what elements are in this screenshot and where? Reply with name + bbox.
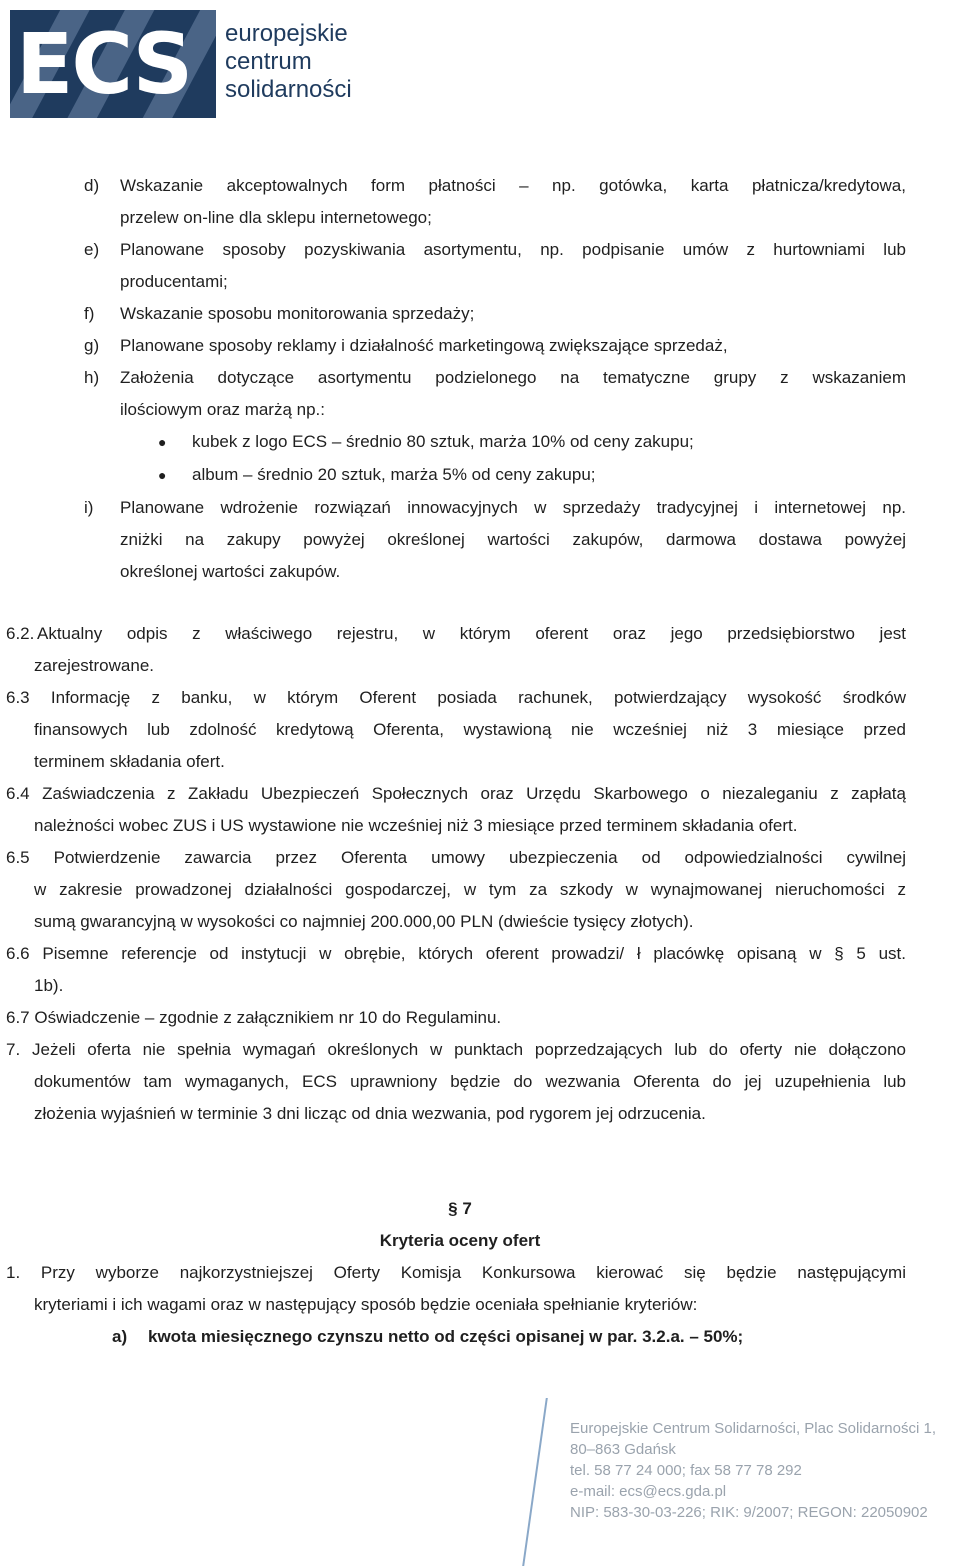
- list-item-e-line-2: producentami;: [120, 272, 228, 291]
- list-item-i-line-2: zniżki na zakupy powyżej określonej wartości zakupów, darmowa dostawa powyżej: [120, 530, 906, 549]
- criteria-a-label: a): [112, 1327, 128, 1346]
- list-item-e-line-1: Planowane sposoby pozyskiwania asortymentu, np. podpisanie umów z hurtowniami lub: [120, 240, 906, 259]
- paragraph-7-line-1: 7. Jeżeli oferta nie spełnia wymagań określonych w punktach poprzedzających lub do oferty nie dołączono: [6, 1040, 906, 1059]
- paragraph-6-5-line-2: w zakresie prowadzonej działalności gospodarczej, w tym za szkody w wynajmowanej nieruchomości z: [34, 880, 906, 899]
- footer-email: e-mail: ecs@ecs.gda.pl: [570, 1483, 727, 1500]
- footer-address: Europejskie Centrum Solidarności, Plac Solidarności 1,: [570, 1420, 937, 1437]
- bullet-item-2: album – średnio 20 sztuk, marża 5% od ceny zakupu;: [192, 465, 596, 484]
- paragraph-7-line-3: złożenia wyjaśnień w terminie 3 dni licząc od dnia wezwania, pod rygorem jej odrzucenia.: [34, 1104, 706, 1123]
- paragraph-6-4-line-2: należności wobec ZUS i US wystawione nie wcześniej niż 3 miesiące przed terminem składania ofert.: [34, 816, 798, 835]
- section-symbol: § 7: [448, 1199, 472, 1218]
- paragraph-6-6-line-2: 1b).: [34, 976, 64, 995]
- criteria-a-text: kwota miesięcznego czynszu netto od części opisanej w par. 3.2.a. – 50%;: [148, 1327, 744, 1346]
- logo-letters: ECS: [16, 15, 192, 113]
- list-item-d-line-2: przelew on-line dla sklepu internetowego;: [120, 208, 432, 227]
- paragraph-6-5-line-1: 6.5 Potwierdzenie zawarcia przez Oferenta umowy ubezpieczenia od odpowiedzialności cywilnej: [6, 848, 906, 867]
- logo-mark: [10, 10, 216, 118]
- list-item-f: Wskazanie sposobu monitorowania sprzedaży;: [120, 304, 475, 323]
- footer-divider: [522, 1398, 548, 1566]
- criteria-intro-line-2: kryteriami i ich wagami oraz w następujący sposób będzie oceniała spełnianie kryteriów:: [34, 1295, 698, 1314]
- logo-text-line-1: europejskie: [225, 20, 348, 47]
- list-item-g: Planowane sposoby reklamy i działalność marketingową zwiększające sprzedaż,: [120, 336, 728, 355]
- paragraph-6-3-line-3: terminem składania ofert.: [34, 752, 225, 771]
- criteria-intro-line-1: 1. Przy wyborze najkorzystniejszej Oferty Komisja Konkursowa kierować się będzie następującymi: [6, 1263, 906, 1282]
- logo-text: [225, 20, 352, 104]
- paragraph-6-6-line-1: 6.6 Pisemne referencje od instytucji w obrębie, których oferent prowadzi/ ł placówkę opisaną w § 5 ust.: [6, 944, 906, 963]
- list-label-g: g): [84, 336, 100, 355]
- list-label-h: h): [84, 368, 100, 387]
- footer-registry: NIP: 583-30-03-226; RIK: 9/2007; REGON: 22050902: [570, 1504, 928, 1521]
- footer-contact: [570, 1418, 936, 1523]
- list-label-i: i): [84, 498, 94, 517]
- paragraph-7-line-2: dokumentów tam wymaganych, ECS uprawniony będzie do wezwania Oferenta do jej uzupełnienia lub: [34, 1072, 906, 1091]
- paragraph-6-7: 6.7 Oświadczenie – zgodnie z załącznikiem nr 10 do Regulaminu.: [6, 1008, 502, 1027]
- list-label-f: f): [84, 304, 95, 323]
- paragraph-6-5-line-3: sumą gwarancyjną w wysokości co najmniej 200.000,00 PLN (dwieście tysięcy złotych).: [34, 912, 694, 931]
- list-label-e: e): [84, 240, 100, 259]
- paragraph-6-4-line-1: 6.4 Zaświadczenia z Zakładu Ubezpieczeń Społecznych oraz Urzędu Skarbowego o niezaleganiu z zapłatą: [6, 784, 906, 803]
- logo-text-line-2: centrum: [225, 48, 312, 75]
- footer-city: 80–863 Gdańsk: [570, 1441, 676, 1458]
- paragraph-6-2-line-2: zarejestrowane.: [34, 656, 155, 675]
- list-item-h-line-2: ilościowym oraz marżą np.:: [120, 400, 326, 419]
- paragraph-6-3-line-1: 6.3 Informację z banku, w którym Oferent posiada rachunek, potwierdzający wysokość środków: [6, 688, 906, 707]
- logo-text-line-3: solidarności: [225, 76, 352, 103]
- bullet-icon: ●: [158, 467, 167, 483]
- bullet-icon: ●: [158, 434, 167, 450]
- bullet-item-1: kubek z logo ECS – średnio 80 sztuk, marża 10% od ceny zakupu;: [192, 432, 694, 451]
- list-item-i-line-1: Planowane wdrożenie rozwiązań innowacyjnych w sprzedaży tradycyjnej i internetowej np.: [120, 498, 906, 517]
- section-title: Kryteria oceny ofert: [379, 1231, 541, 1250]
- list-item-d-line-1: Wskazanie akceptowalnych form płatności – np. gotówka, karta płatnicza/kredytowa,: [120, 176, 906, 195]
- list-item-i-line-3: określonej wartości zakupów.: [120, 562, 341, 581]
- list-label-d: d): [84, 176, 100, 195]
- paragraph-6-2-number: 6.2.: [6, 624, 35, 643]
- list-item-h-line-1: Założenia dotyczące asortymentu podzielonego na tematyczne grupy z wskazaniem: [120, 368, 906, 387]
- footer-phone: tel. 58 77 24 000; fax 58 77 78 292: [570, 1462, 802, 1479]
- paragraph-6-2-line-1: Aktualny odpis z właściwego rejestru, w którym oferent oraz jego przedsiębiorstwo jest: [37, 624, 906, 643]
- paragraph-6-3-line-2: finansowych lub zdolność kredytową Oferenta, wystawioną nie wcześniej niż 3 miesiące przed: [34, 720, 906, 739]
